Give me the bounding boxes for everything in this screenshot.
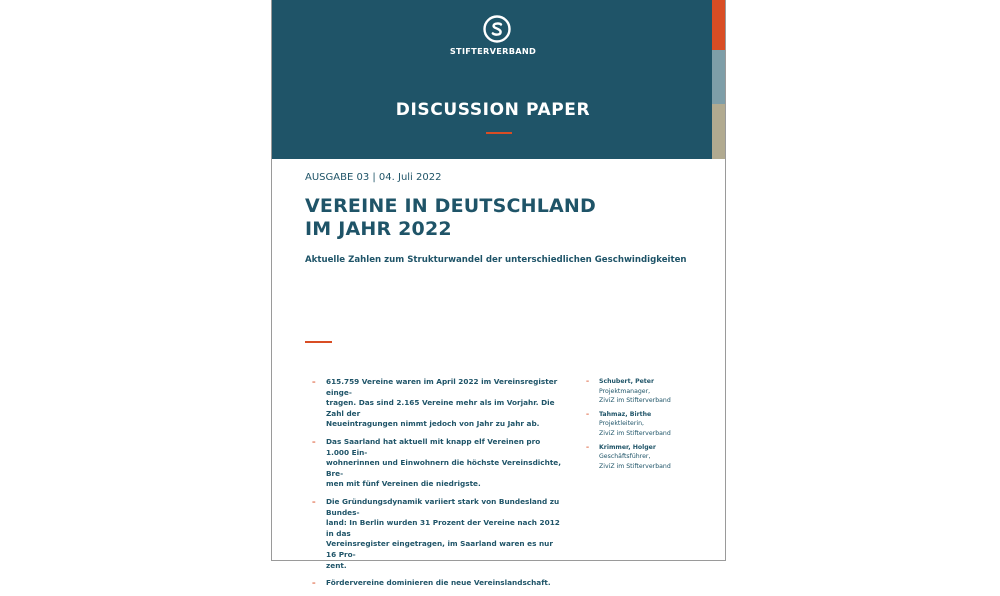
main-title-line-1: VEREINE IN DEUTSCHLAND [305, 195, 596, 217]
author-dash: – [586, 378, 590, 385]
finding-item: – Fördervereine dominieren die neue Vereinslandschaft. [312, 578, 551, 588]
main-title-line-2: IM JAHR 2022 [305, 218, 452, 240]
author-item [586, 443, 706, 472]
stifterverband-logo-icon [482, 14, 512, 44]
main-title [305, 195, 705, 241]
author-org: ZiviZ im Stifterverband [599, 429, 671, 437]
author-role: Geschäftsführer, [599, 453, 651, 461]
bullet-dash: – [312, 578, 316, 588]
author-item [586, 410, 706, 439]
author-name: Schubert, Peter [599, 378, 655, 385]
accent-stripe-beige [712, 104, 725, 159]
subtitle: Aktuelle Zahlen zum Strukturwandel der unterschiedlichen Geschwindigkeiten [305, 255, 687, 265]
section-separator [305, 341, 332, 343]
author-dash: – [586, 410, 590, 418]
accent-stripe-orange [712, 0, 725, 50]
brand-name: STIFTERVERBAND [449, 46, 537, 56]
author-org: ZiviZ im Stifterverband [599, 397, 671, 405]
title-accent-rule [486, 132, 512, 134]
bullet-dash: – [312, 377, 316, 386]
author-dash: – [586, 443, 590, 451]
accent-stripe-blue [712, 50, 725, 104]
key-findings-list [312, 377, 564, 596]
document-page [271, 0, 726, 588]
author-role: Projektmanager, [599, 387, 651, 395]
author-item [586, 377, 706, 406]
finding-item: – Die Gründungsdynamik variiert stark von Bundesland zu Bundes- land: In Berlin wurden 31 Prozent der Vereine nach 2012 in das Vereinsregister eingetragen, im Saarland waren es nur 16 Pro- zent. [312, 496, 560, 570]
finding-item: – Das Saarland hat aktuell mit knapp elf Vereinen pro 1.000 Ein- wohnerinnen und Einwohnern die höchste Vereinsdichte, Bre- men mit fünf Vereinen die niedrigste. [312, 436, 562, 489]
author-name: Krimmer, Holger [599, 443, 656, 451]
document-type-title: DISCUSSION PAPER [395, 100, 591, 120]
author-role: Projektleiterin, [599, 420, 644, 428]
author-name: Tahmaz, Birthe [599, 410, 652, 418]
authors-list [586, 377, 706, 475]
header-banner [272, 0, 714, 159]
bullet-dash: – [312, 436, 316, 446]
bullet-dash: – [312, 496, 316, 506]
author-org: ZiviZ im Stifterverband [599, 462, 671, 470]
finding-item: – 615.759 Vereine waren im April 2022 im Vereinsregister einge- tragen. Das sind 2.165 Vereine mehr als im Vorjahr. Die Zahl der Neueintragungen nimmt jedoch von Jahr zu Jahr ab. [312, 377, 558, 429]
issue-date: AUSGABE 03 | 04. Juli 2022 [305, 172, 442, 183]
